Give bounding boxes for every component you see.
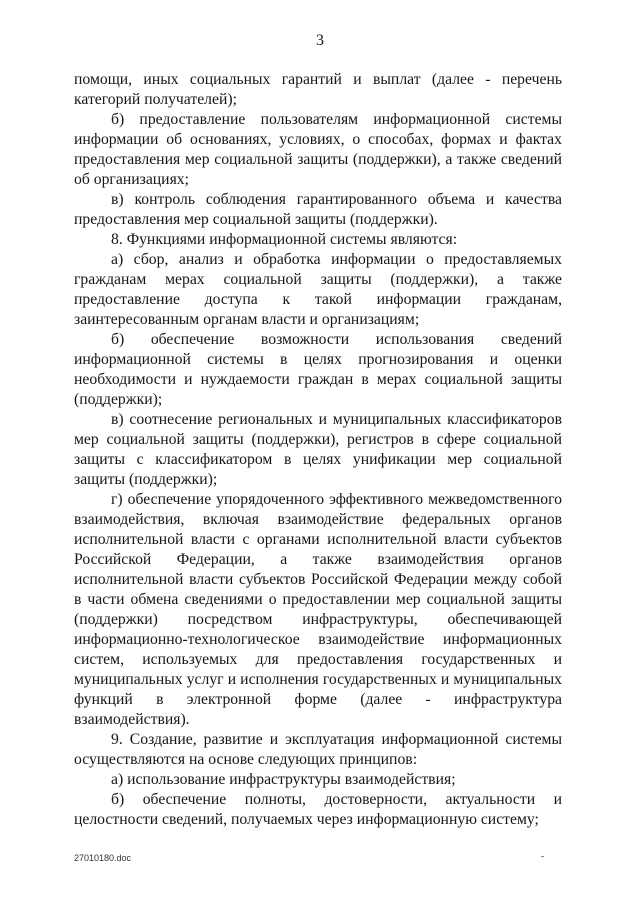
- paragraph: помощи, иных социальных гарантий и выплат (далее - перечень категорий получателей);: [74, 71, 562, 108]
- paragraph: б) обеспечение полноты, достоверности, актуальности и целостности сведений, получаемых через информационную систему;: [74, 791, 562, 828]
- paragraph: в) контроль соблюдения гарантированного объема и качества предоставления мер социальной защиты (поддержки).: [74, 191, 562, 228]
- paragraph: а) сбор, анализ и обработка информации о предоставляемых гражданам мерах социальной защиты (поддержки), а также предоставление доступа к такой информации гражданам, заинтересованным органам власти и организациям;: [74, 251, 562, 328]
- footer-file-name: 27010180.doc: [74, 853, 132, 863]
- paragraph: г) обеспечение упорядоченного эффективного межведомственного взаимодействия, включая взаимодействие федеральных органов исполнительной власти с органами исполнительной власти субъектов Российской Федерации, а также взаимодействия органов исполнительной власти субъектов Российской Федерации между собой в части обмена сведениями о предоставлении мер социальной защиты (поддержки) посредством инфраструктуры, обеспечивающей информационно-технологическое взаимодействие информационных систем, используемых для предоставления государственных и муниципальных услуг и исполнения государственных и муниципальных функций в электронной форме (далее - инфраструктура взаимодействия).: [74, 491, 562, 728]
- page-number: 3: [316, 32, 324, 49]
- footer-mark: [541, 856, 544, 857]
- paragraph: в) соотнесение региональных и муниципальных классификаторов мер социальной защиты (поддержки), регистров в сфере социальной защиты с классификатором в целях унификации мер социальной защиты (поддержки);: [74, 411, 562, 488]
- paragraph: а) использование инфраструктуры взаимодействия;: [111, 771, 456, 788]
- paragraph: б) предоставление пользователям информационной системы информации об основаниях, условиях, о способах, формах и фактах предоставления мер социальной защиты (поддержки), а также сведений об организациях;: [74, 111, 562, 188]
- document-body: [74, 70, 562, 830]
- paragraph: б) обеспечение возможности использования сведений информационной системы в целях прогнозирования и оценки необходимости и нуждаемости граждан в мерах социальной защиты (поддержки);: [74, 331, 562, 408]
- section-heading: 8. Функциями информационной системы являются:: [111, 231, 458, 248]
- section-heading: 9. Создание, развитие и эксплуатация информационной системы осуществляются на основе следующих принципов:: [74, 731, 562, 768]
